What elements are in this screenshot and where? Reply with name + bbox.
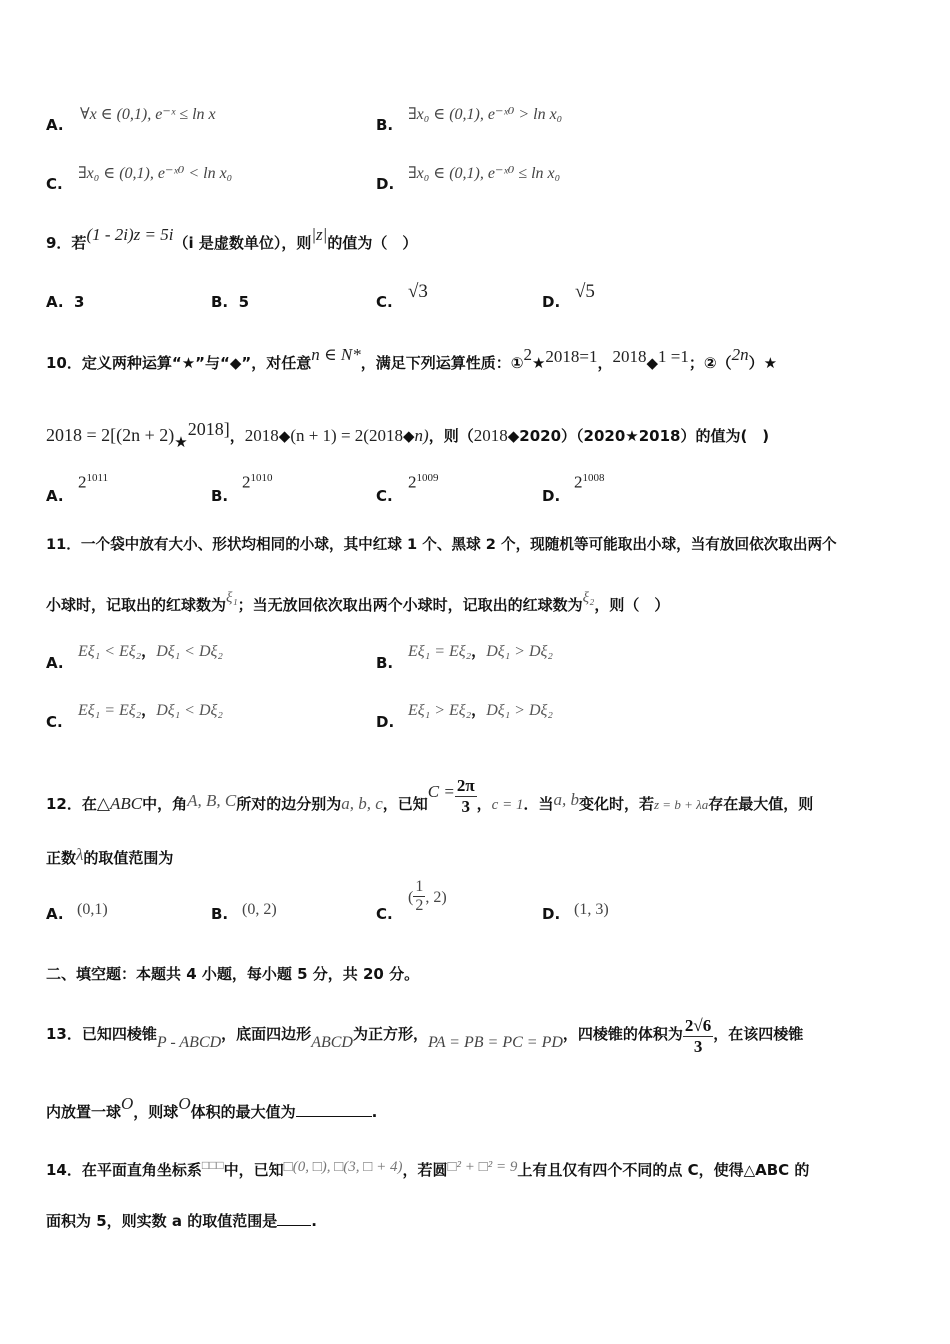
q12-option-b-label: B. [211,905,229,923]
q12-option-b-value: (0, 2) [242,901,277,918]
q13-stem-line1: 13．已知四棱锥P - ABCD，底面四边形ABCD为正方形，PA = PB = PC = PD，四棱锥的体积为 $\frac{2√6}{3}$ ，在该四棱锥 [46,1016,804,1056]
q10-option-b-value: $2^{1010}$ [242,472,273,492]
q9-equation: (1 - 2i)z = 5i [86,225,174,244]
q8-option-d-label: D. [376,175,395,193]
q9-suffix: 的值为（ ） [327,234,418,252]
q12-option-d-label: D. [542,905,561,923]
q11-option-b-label: B. [376,654,394,672]
q12-option-c-label: C. [376,905,393,923]
q9-option-d-value: √5 [575,281,595,302]
q13-answer-blank[interactable] [296,1102,372,1117]
q9-mid: （i 是虚数单位），则 [173,234,312,252]
q14-answer-blank[interactable] [277,1211,311,1226]
q10-stem-line1: 10．定义两种运算“★”与“◆”，对任意n ∈ N*，满足下列运算性质：①2★2018=1，2018◆1 =1；②（2n）★ [46,345,778,372]
q9-option-a: A. 3 [46,293,85,311]
q10-option-c-value: $2^{1009}$ [408,472,439,492]
q12-option-a-value: (0,1) [77,901,108,918]
q9-option-d-label: D. [542,293,561,311]
q8-option-d-expr: ∃x₀ ∈ (0,1), e⁻ˣ⁰ ≤ ln x₀ [408,165,561,182]
q10-option-a-label: A. [46,487,64,505]
q9-stem [46,225,418,253]
q10-option-d-value: $2^{1008}$ [574,472,605,492]
q14-stem-line2: 面积为 5，则实数 a 的取值范围是 . [46,1212,317,1230]
q11-option-d-expr: Eξ₁ > Eξ₂，Dξ₁ > Dξ₂ [408,701,553,719]
q11-option-d-label: D. [376,713,395,731]
q10-stem-line2: 2018 = 2[(2n + 2)★2018]，2018◆(n + 1) = 2(2018◆n)，则（2018◆2020）（2020★2018）的值为( ) [46,419,770,451]
section-heading-fill-in: 二、填空题：本题共 4 小题，每小题 5 分，共 20 分。 [46,965,420,983]
q9-prefix: 9．若 [46,234,87,252]
q13-stem-line2: 内放置一球O，则球O体积的最大值为 . [46,1094,378,1121]
q12-option-d-value: (1, 3) [574,901,609,918]
q8-option-b-expr: ∃x₀ ∈ (0,1), e⁻ˣ⁰ > ln x₀ [408,106,563,123]
q11-option-c-label: C. [46,713,63,731]
q9-abs-z: |z| [311,225,328,244]
q12-option-c-value: ( $\frac{1}{2}$ , 2) [408,878,447,914]
q12-stem-line2: 正数λ的取值范围为 [46,845,174,867]
q14-stem-line1: 14．在平面直角坐标系□□□中，已知□(0, □), □(3, □ + 4)，若圆□² + □² = 9上有且仅有四个不同的点 C，使得△ABC 的 [46,1158,810,1179]
q8-option-c-expr: ∃x₀ ∈ (0,1), e⁻ˣ⁰ < ln x₀ [78,165,233,182]
q10-option-d-label: D. [542,487,561,505]
q8-option-a-label: A. [46,116,64,134]
q11-option-c-expr: Eξ₁ = Eξ₂，Dξ₁ < Dξ₂ [78,701,223,719]
q11-option-a-expr: Eξ₁ < Eξ₂，Dξ₁ < Dξ₂ [78,642,223,660]
q9-option-b: B. 5 [211,293,250,311]
q12-stem-line1: 12．在△ABC中，角A, B, C所对的边分别为a, b, c，已知C = $\frac{2\pi}{3}$ ，c = 1．当a, b变化时，若z = b + λa存在最大值，则 [46,776,814,816]
q11-stem-line1: 11．一个袋中放有大小、形状均相同的小球，其中红球 1 个、黑球 2 个，现随机等可能取出小球，当有放回依次取出两个 [46,536,837,553]
q8-option-b-label: B. [376,116,394,134]
q11-stem-line2: 小球时，记取出的红球数为ξ₁；当无放回依次取出两个小球时，记取出的红球数为ξ₂，则（ ） [46,590,670,614]
q8-option-c-label: C. [46,175,63,193]
q12-option-a-label: A. [46,905,64,923]
q11-option-b-expr: Eξ₁ = Eξ₂，Dξ₁ > Dξ₂ [408,642,553,660]
q10-option-b-label: B. [211,487,229,505]
q10-option-a-value: $2^{1011}$ [78,472,109,492]
q8-option-a-expr: ∀x ∈ (0,1), e⁻ˣ ≤ ln x [80,106,216,123]
q10-option-c-label: C. [376,487,393,505]
q9-option-c-label: C. [376,293,393,311]
q11-option-a-label: A. [46,654,64,672]
q9-option-c-value: √3 [408,281,428,302]
